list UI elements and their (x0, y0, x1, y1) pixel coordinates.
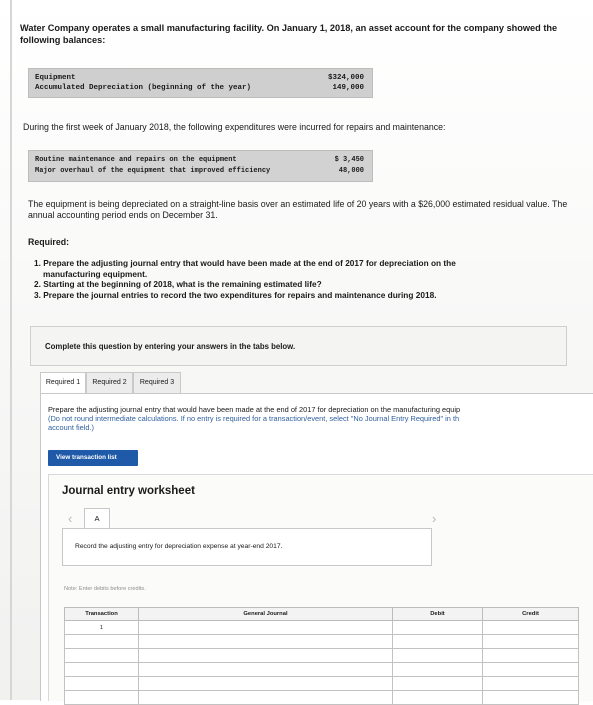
table-row (65, 691, 579, 705)
balance-label-equipment: Equipment (35, 74, 76, 82)
required-item-2: 2. Starting at the beginning of 2018, what is the remaining estimated life? (34, 279, 322, 289)
tab-instruction: Prepare the adjusting journal entry that would have been made at the end of 2017 for depreciation on the manufacturing equip (48, 405, 461, 414)
general-journal-cell[interactable] (139, 635, 393, 649)
transaction-cell (65, 677, 139, 691)
complete-instruction: Complete this question by entering your answers in the tabs below. (45, 342, 296, 351)
required-list (34, 258, 574, 300)
general-journal-cell[interactable] (139, 691, 393, 705)
expenditure-value-routine: $ 3,450 (334, 156, 364, 164)
general-journal-cell[interactable] (139, 621, 393, 635)
credit-cell[interactable] (483, 663, 579, 677)
transaction-cell: 1 (65, 621, 139, 635)
page-edge-rule (10, 0, 12, 700)
header-transaction: Transaction (65, 608, 139, 621)
debit-cell[interactable] (393, 621, 483, 635)
expenditure-label-routine: Routine maintenance and repairs on the equipment (35, 156, 237, 164)
header-general-journal: General Journal (139, 608, 393, 621)
general-journal-cell[interactable] (139, 677, 393, 691)
credit-cell[interactable] (483, 691, 579, 705)
transaction-cell (65, 649, 139, 663)
required-item-3: 3. Prepare the journal entries to record the two expenditures for repairs and maintenance during 2018. (34, 289, 437, 300)
tab-required-3[interactable]: Required 3 (133, 372, 181, 394)
tab-required-2[interactable]: Required 2 (86, 372, 133, 394)
chevron-left-icon[interactable]: ‹ (68, 511, 73, 526)
debit-cell[interactable] (393, 691, 483, 705)
complete-question-banner (30, 326, 567, 366)
expenditure-value-overhaul: 48,000 (338, 167, 364, 175)
general-journal-cell[interactable] (139, 649, 393, 663)
problem-intro: Water Company operates a small manufacturing facility. On January 1, 2018, an asset account for the company showed the following balances: (20, 23, 558, 45)
balance-value-accumulated-depreciation: 149,000 (332, 84, 364, 92)
balance-value-equipment: $324,000 (327, 74, 364, 82)
record-instruction: Record the adjusting entry for depreciation expense at year-end 2017. (75, 543, 283, 550)
depreciation-text: The equipment is being depreciated on a straight-line basis over an estimated life of 20 years with a $26,000 estimated residual value. The annual accounting period ends on December 31. (28, 199, 568, 220)
worksheet-tab-a[interactable]: A (84, 508, 110, 530)
tab-subinstruction-1: (Do not round intermediate calculations. If no entry is required for a transaction/event, select "No Journal Entry Required" in th (48, 414, 460, 423)
transaction-cell (65, 691, 139, 705)
required-heading: Required: (28, 237, 70, 247)
header-credit: Credit (483, 608, 579, 621)
credit-cell[interactable] (483, 677, 579, 691)
debit-cell[interactable] (393, 663, 483, 677)
balances-table (28, 68, 373, 98)
credit-cell[interactable] (483, 635, 579, 649)
table-row (65, 663, 579, 677)
table-row (65, 677, 579, 691)
credit-cell[interactable] (483, 649, 579, 663)
view-transaction-list-button[interactable]: View transaction list (48, 450, 138, 466)
tab-required-1[interactable]: Required 1 (40, 372, 86, 394)
expenditure-label-overhaul: Major overhaul of the equipment that improved efficiency (35, 167, 271, 175)
journal-table (64, 607, 579, 705)
worksheet-title: Journal entry worksheet (62, 485, 195, 497)
required-item-1-cont: manufacturing equipment. (43, 268, 148, 279)
expenditure-intro: During the first week of January 2018, the following expenditures were incurred for repairs and maintenance: (23, 122, 446, 132)
header-debit: Debit (393, 608, 483, 621)
record-instruction-box (62, 528, 432, 566)
general-journal-cell[interactable] (139, 663, 393, 677)
table-row (65, 649, 579, 663)
credit-cell[interactable] (483, 621, 579, 635)
transaction-cell (65, 635, 139, 649)
transaction-cell (65, 663, 139, 677)
tab-subinstruction-2: account field.) (48, 423, 95, 432)
debit-cell[interactable] (393, 677, 483, 691)
debit-cell[interactable] (393, 649, 483, 663)
debits-credits-note: Note: Enter debits before credits. (64, 586, 146, 592)
required-item-1: 1. Prepare the adjusting journal entry that would have been made at the end of 2017 for depreciation on the (34, 258, 456, 268)
expenditures-table (28, 150, 373, 182)
tab-instruction-block (48, 405, 593, 432)
debit-cell[interactable] (393, 635, 483, 649)
journal-table-header (65, 608, 579, 621)
table-row (65, 635, 579, 649)
balance-label-accumulated-depreciation: Accumulated Depreciation (beginning of the year) (35, 84, 252, 92)
table-row (65, 621, 579, 635)
chevron-right-icon[interactable]: › (432, 511, 437, 526)
